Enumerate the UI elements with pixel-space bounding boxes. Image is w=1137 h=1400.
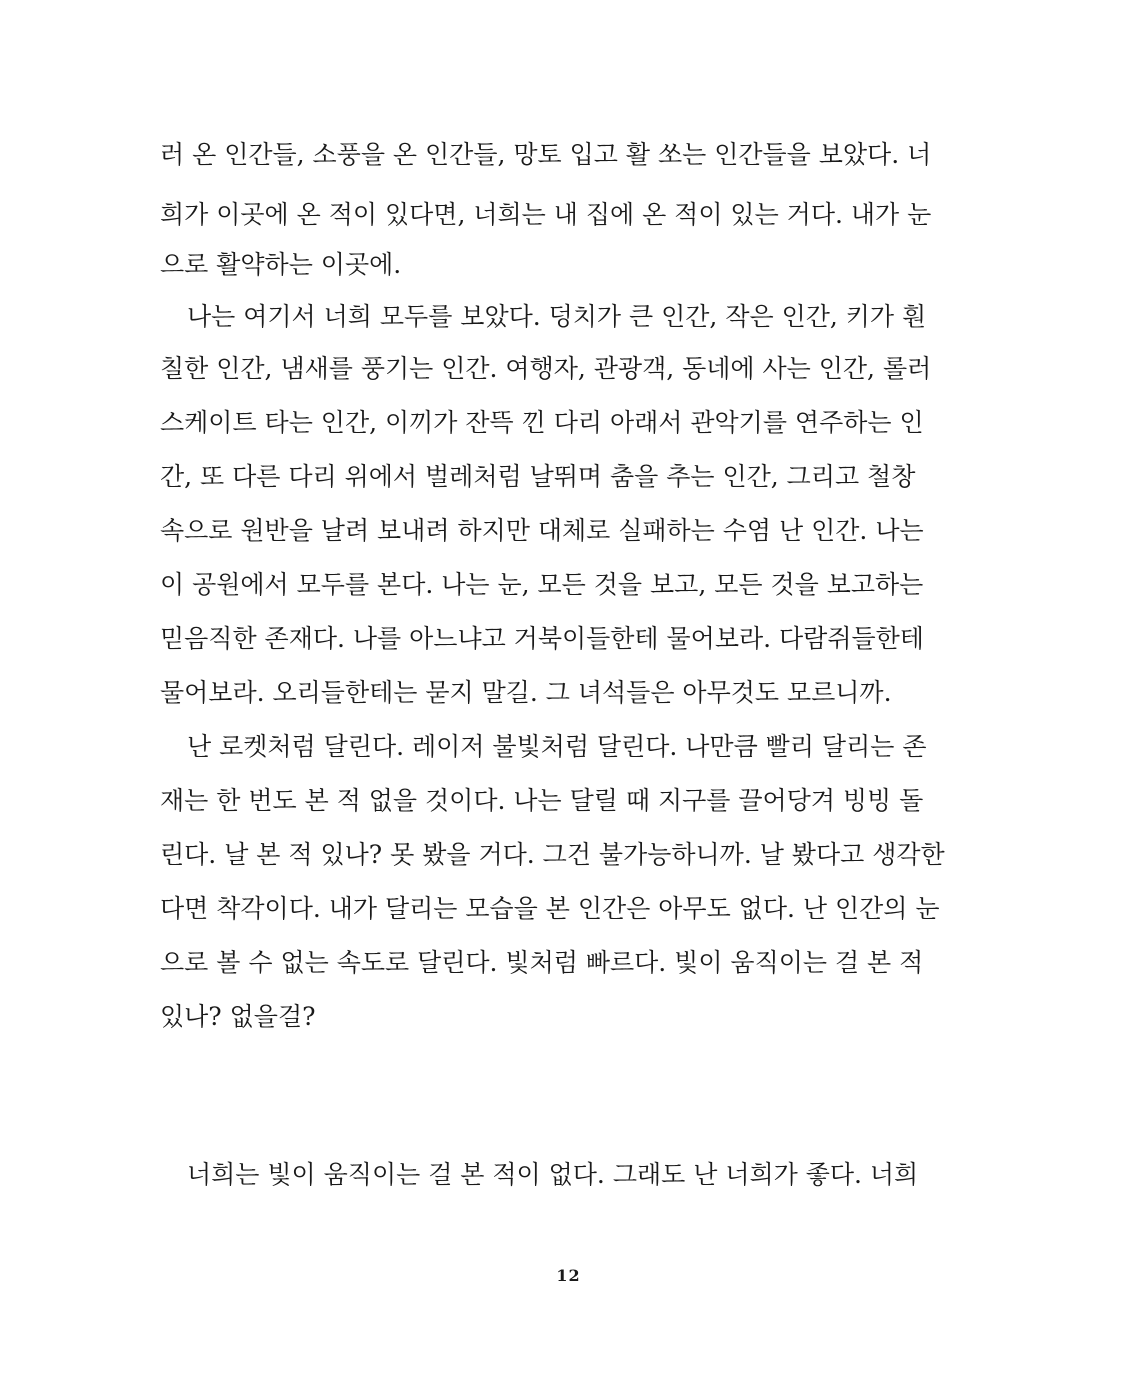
text-line: 칠한 인간, 냄새를 풍기는 인간. 여행자, 관광객, 동네에 사는 인간, 롤러 [160, 354, 932, 383]
text-line: 재는 한 번도 본 적 없을 것이다. 나는 달릴 때 지구를 끌어당겨 빙빙 돌 [160, 786, 924, 815]
text-line: 믿음직한 존재다. 나를 아느냐고 거북이들한테 물어보라. 다람쥐들한테 [160, 624, 924, 653]
text-line: 나는 여기서 너희 모두를 보았다. 덩치가 큰 인간, 작은 인간, 키가 훤 [187, 302, 927, 331]
text-line: 너희는 빛이 움직이는 걸 본 적이 없다. 그래도 난 너희가 좋다. 너희 [187, 1160, 919, 1189]
text-line: 속으로 원반을 날려 보내려 하지만 대체로 실패하는 수염 난 인간. 나는 [160, 516, 924, 545]
text-line: 물어보라. 오리들한테는 묻지 말길. 그 녀석들은 아무것도 모르니까. [160, 678, 892, 707]
text-line: 난 로켓처럼 달린다. 레이저 불빛처럼 달린다. 나만큼 빨리 달리는 존 [187, 732, 927, 761]
text-line: 간, 또 다른 다리 위에서 벌레처럼 날뛰며 춤을 추는 인간, 그리고 철창 [160, 462, 916, 491]
text-line: 이 공원에서 모두를 본다. 나는 눈, 모든 것을 보고, 모든 것을 보고하는 [160, 570, 924, 599]
text-line: 스케이트 타는 인간, 이끼가 잔뜩 낀 다리 아래서 관악기를 연주하는 인 [160, 408, 924, 437]
text-line: 으로 활약하는 이곳에. [160, 250, 402, 279]
page-number: 12 [556, 1266, 581, 1285]
text-line: 다면 착각이다. 내가 달리는 모습을 본 인간은 아무도 없다. 난 인간의 눈 [160, 894, 940, 923]
text-line: 희가 이곳에 온 적이 있다면, 너희는 내 집에 온 적이 있는 거다. 내가 눈 [160, 200, 932, 229]
text-line: 러 온 인간들, 소풍을 온 인간들, 망토 입고 활 쏘는 인간들을 보았다. 너 [160, 140, 932, 169]
text-line: 있나? 없을걸? [160, 1002, 316, 1031]
text-line: 으로 볼 수 없는 속도로 달린다. 빛처럼 빠르다. 빛이 움직이는 걸 본 적 [160, 948, 924, 977]
text-line: 린다. 날 본 적 있나? 못 봤을 거다. 그건 불가능하니까. 날 봤다고 생각한 [160, 840, 945, 869]
